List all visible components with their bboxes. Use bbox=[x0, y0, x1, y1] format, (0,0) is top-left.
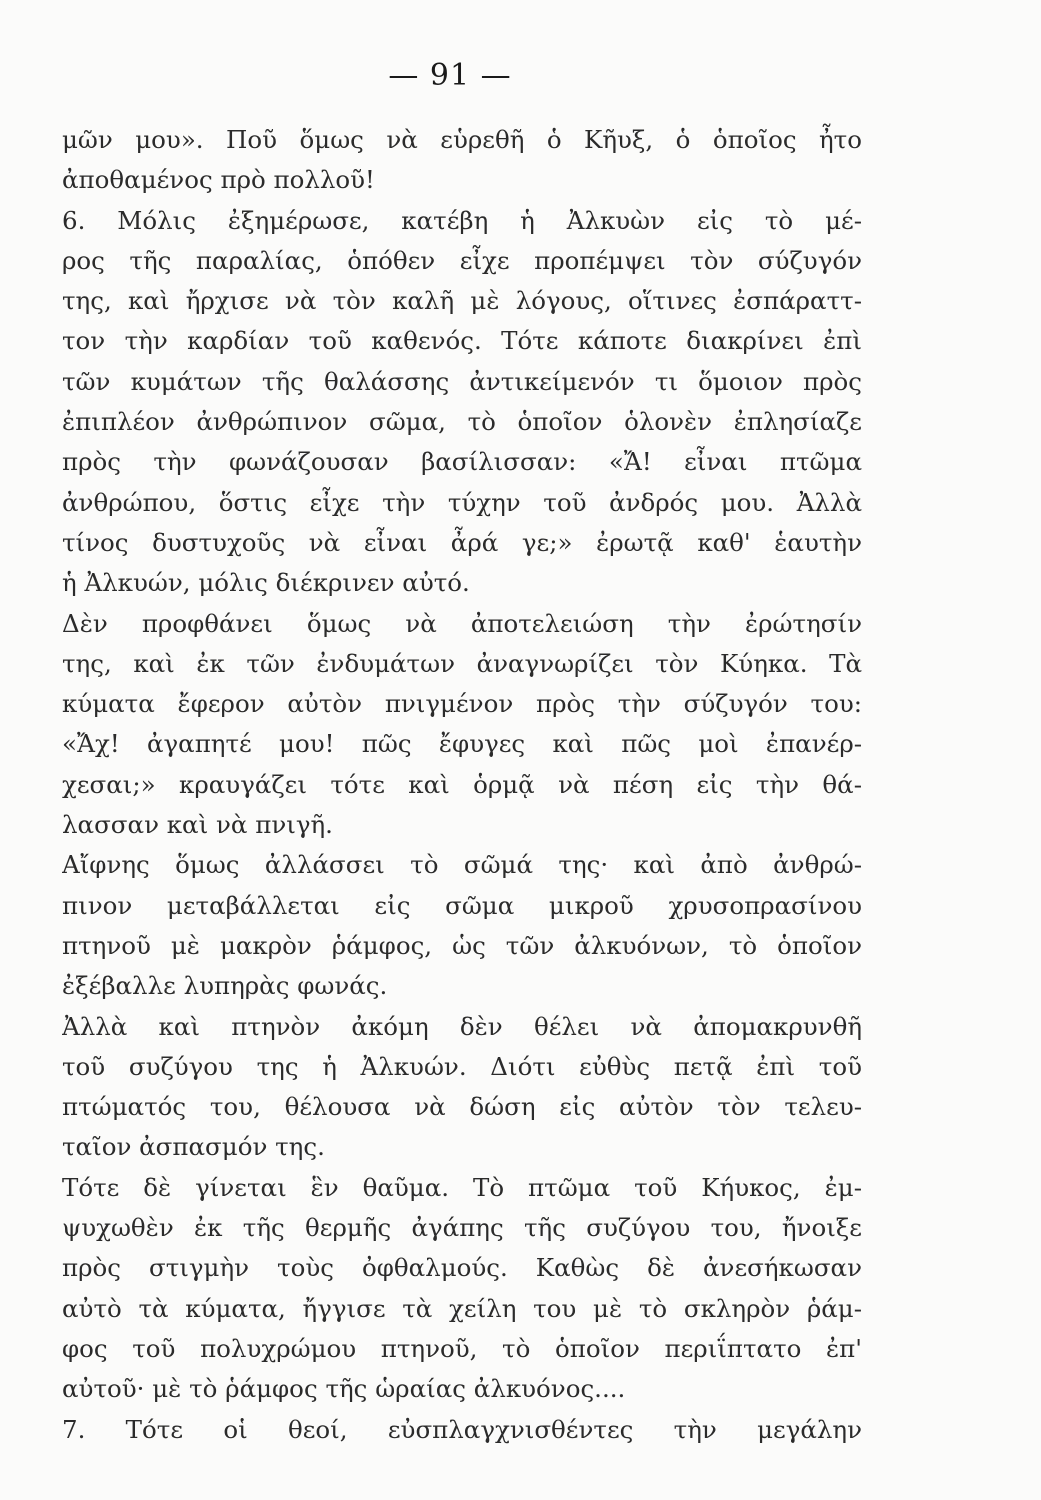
page-number: — 91 — bbox=[388, 58, 512, 93]
text-line: τοῦ συζύγου της ἡ Ἀλκυών. Διότι εὐθὺς πετᾷ ἐπὶ τοῦ bbox=[62, 1051, 862, 1081]
text-line: τῶν κυμάτων τῆς θαλάσσης ἀντικείμενόν τι ὅμοιον πρὸς bbox=[62, 366, 862, 396]
text-line: πρὸς τὴν φωνάζουσαν βασίλισσαν: «Ἄ! εἶναι πτῶμα bbox=[62, 447, 862, 477]
text-line: πτηνοῦ μὲ μακρὸν ῥάμφος, ὡς τῶν ἀλκυόνων, τὸ ὁποῖον bbox=[62, 930, 862, 960]
text-line: ἡ Ἀλκυών, μόλις διέκρινεν αὐτό. bbox=[62, 568, 470, 598]
text-line: 6. Μόλις ἐξημέρωσε, κατέβη ἡ Ἀλκυὼν εἰς τὸ μέ- bbox=[62, 205, 862, 235]
text-line: αὐτὸ τὰ κύματα, ἤγγισε τὰ χείλη του μὲ τὸ σκληρὸν ῥάμ- bbox=[62, 1293, 862, 1323]
text-line: ρος τῆς παραλίας, ὁπόθεν εἶχε προπέμψει τὸν σύζυγόν bbox=[62, 245, 862, 275]
text-line: Τότε δὲ γίνεται ἓν θαῦμα. Τὸ πτῶμα τοῦ Κήυκος, ἐμ- bbox=[62, 1172, 862, 1202]
text-line: Δὲν προφθάνει ὅμως νὰ ἀποτελειώση τὴν ἐρώτησίν bbox=[62, 608, 862, 638]
text-line: χεσαι;» κραυγάζει τότε καὶ ὁρμᾷ νὰ πέση εἰς τὴν θά- bbox=[62, 769, 862, 799]
text-line: λασσαν καὶ νὰ πνιγῆ. bbox=[62, 810, 333, 840]
text-line: Αἴφνης ὅμως ἀλλάσσει τὸ σῶμά της· καὶ ἀπὸ ἀνθρώ- bbox=[62, 850, 862, 880]
text-line: Ἀλλὰ καὶ πτηνὸν ἀκόμη δὲν θέλει νὰ ἀπομακρυνθῆ bbox=[62, 1011, 862, 1041]
text-line: μῶν μου». Ποῦ ὅμως νὰ εὑρεθῆ ὁ Κῆυξ, ὁ ὁποῖος ἦτο bbox=[62, 125, 862, 154]
text-line: πινον μεταβάλλεται εἰς σῶμα μικροῦ χρυσοπρασίνου bbox=[62, 890, 862, 920]
text-line: 7. Τότε οἱ θεοί, εὐσπλαγχνισθέντες τὴν μεγάλην bbox=[62, 1414, 862, 1444]
body-text bbox=[62, 120, 862, 1450]
text-line: τίνος δυστυχοῦς νὰ εἶναι ἆρά γε;» ἐρωτᾷ καθ' ἑαυτὴν bbox=[62, 527, 862, 557]
text-line: ἐξέβαλλε λυπηρὰς φωνάς. bbox=[62, 971, 388, 1001]
text-line: της, καὶ ἤρχισε νὰ τὸν καλῆ μὲ λόγους, οἵτινες ἐσπάραττ- bbox=[62, 286, 862, 316]
text-line: τον τὴν καρδίαν τοῦ καθενός. Τότε κάποτε διακρίνει ἐπὶ bbox=[62, 326, 862, 356]
text-line: ἐπιπλέον ἀνθρώπινον σῶμα, τὸ ὁποῖον ὁλονὲν ἐπλησίαζε bbox=[62, 407, 862, 437]
text-line: φος τοῦ πολυχρώμου πτηνοῦ, τὸ ὁποῖον περιΐπτατο ἐπ' bbox=[62, 1333, 862, 1363]
text-line: κύματα ἔφερον αὐτὸν πνιγμένον πρὸς τὴν σύζυγόν του: bbox=[62, 689, 862, 719]
text-line: ἀνθρώπου, ὅστις εἶχε τὴν τύχην τοῦ ἀνδρός μου. Ἀλλὰ bbox=[62, 487, 862, 517]
text-line: ταῖον ἀσπασμόν της. bbox=[62, 1132, 325, 1162]
text-line: ἀποθαμένος πρὸ πολλοῦ! bbox=[62, 165, 375, 195]
text-line: πρὸς στιγμὴν τοὺς ὀφθαλμούς. Καθὼς δὲ ἀνεσήκωσαν bbox=[62, 1253, 862, 1283]
text-line: «Ἄχ! ἀγαπητέ μου! πῶς ἔφυγες καὶ πῶς μοὶ ἐπανέρ- bbox=[62, 729, 862, 759]
text-line: αὐτοῦ· μὲ τὸ ῥάμφος τῆς ὡραίας ἀλκυόνος.... bbox=[62, 1374, 626, 1404]
text-line: πτώματός του, θέλουσα νὰ δώση εἰς αὐτὸν τὸν τελευ- bbox=[62, 1092, 862, 1122]
text-line: ψυχωθὲν ἐκ τῆς θερμῆς ἀγάπης τῆς συζύγου του, ἤνοιξε bbox=[62, 1213, 862, 1243]
text-line: της, καὶ ἐκ τῶν ἐνδυμάτων ἀναγνωρίζει τὸν Κύηκα. Τὰ bbox=[62, 648, 862, 678]
